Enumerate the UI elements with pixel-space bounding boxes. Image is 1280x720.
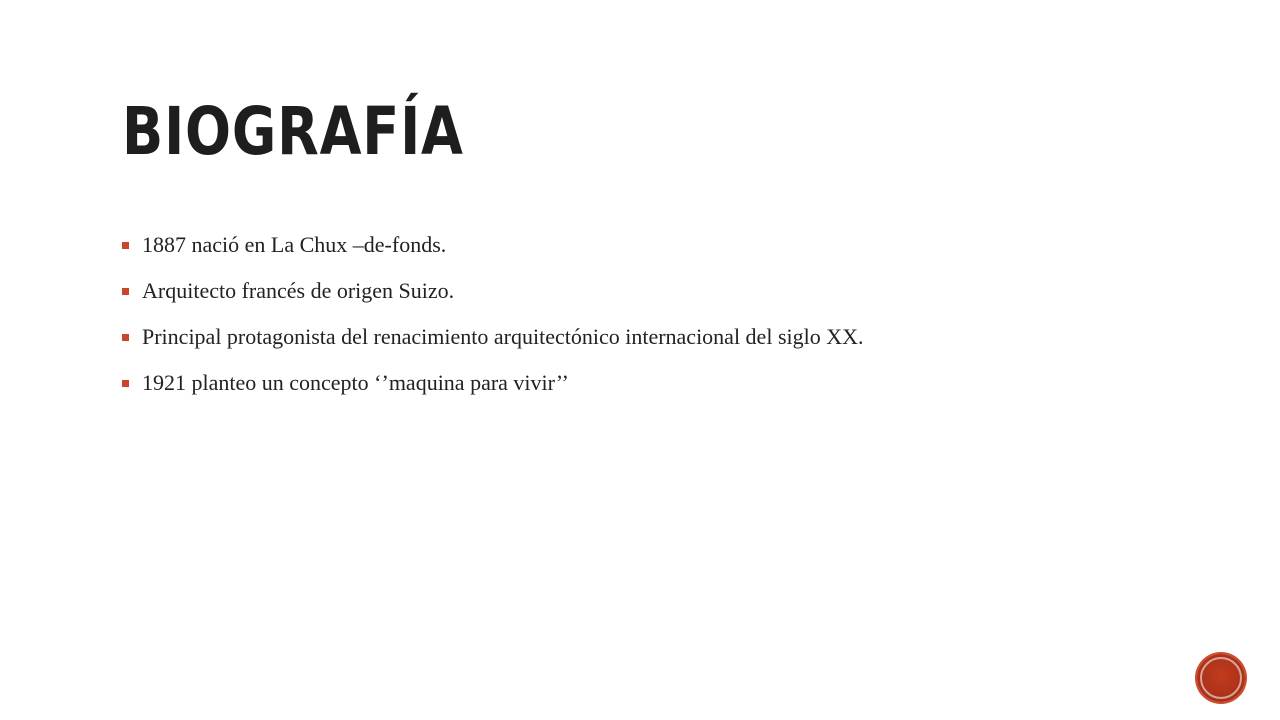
bullet-text: 1887 nació en La Chux –de-fonds. [142,232,447,257]
square-bullet-icon [122,242,129,249]
square-bullet-icon [122,334,129,341]
bullet-text: Arquitecto francés de origen Suizo. [142,278,455,303]
list-item [122,360,1222,406]
bullet-text: Principal protagonista del renacimiento arquitectónico internacional del siglo XX. [142,324,864,349]
square-bullet-icon [122,380,129,387]
list-item [122,268,1222,314]
nav-button-ring [1200,657,1242,699]
list-item [122,222,1222,268]
list-item [122,314,1222,360]
bullet-text: 1921 planteo un concepto ‘’maquina para vivir’’ [142,370,569,395]
bullet-list [122,222,1222,406]
square-bullet-icon [122,288,129,295]
circle-nav-button-icon[interactable] [1197,654,1245,702]
slide-title: BIOGRAFÍA [122,93,464,170]
